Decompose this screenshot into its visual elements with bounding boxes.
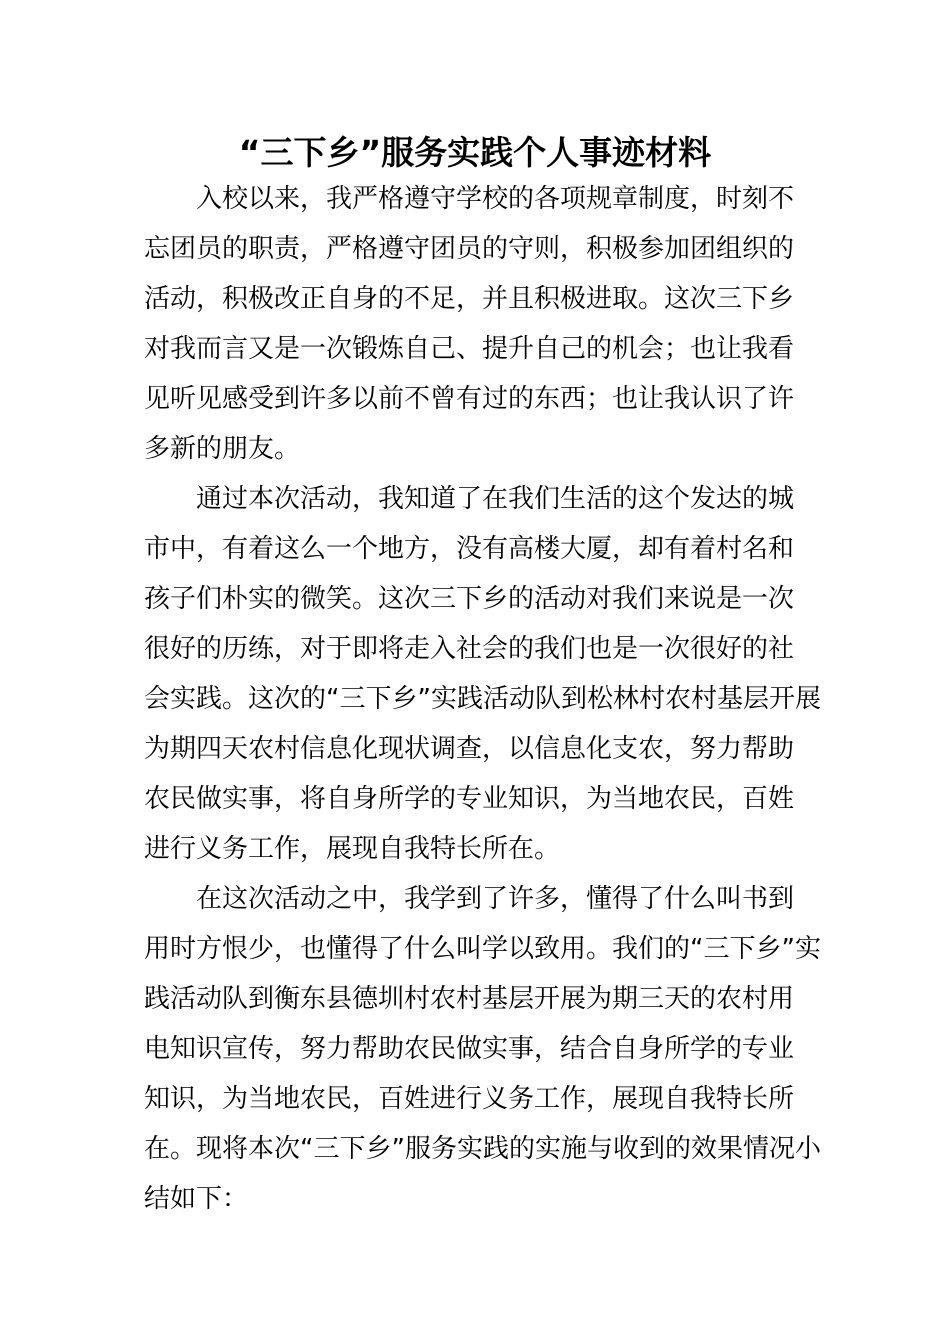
paragraph-line: 在这次活动之中，我学到了许多，懂得了什么叫书到	[196, 884, 795, 914]
paragraph-line: 农民做实事，将自身所学的专业知识，为当地农民，百姓	[144, 784, 795, 814]
paragraph-line: 对我而言又是一次锻炼自己、提升自己的机会；也让我看	[144, 334, 795, 364]
paragraph-line: 见听见感受到许多以前不曾有过的东西；也让我认识了许	[144, 384, 795, 414]
paragraph-line: 电知识宣传，努力帮助农民做实事，结合自身所学的专业	[144, 1034, 795, 1064]
paragraph-line: 活动，积极改正自身的不足，并且积极进取。这次三下乡	[144, 284, 795, 314]
paragraph-line: 很好的历练，对于即将走入社会的我们也是一次很好的社	[144, 634, 795, 664]
document-title: “三下乡”服务实践个人事迹材料	[238, 133, 712, 172]
paragraph-line: 在。现将本次“三下乡”服务实践的实施与收到的效果情况小	[144, 1134, 821, 1164]
paragraph-1	[144, 174, 808, 474]
paragraph-line: 通过本次活动，我知道了在我们生活的这个发达的城	[196, 484, 795, 514]
paragraph-line: 孩子们朴实的微笑。这次三下乡的活动对我们来说是一次	[144, 584, 795, 614]
paragraph-3	[144, 874, 821, 1224]
paragraph-2	[144, 474, 821, 874]
paragraph-line: 会实践。这次的“三下乡”实践活动队到松林村农村基层开展	[144, 684, 821, 714]
paragraph-line: 入校以来，我严格遵守学校的各项规章制度，时刻不	[196, 184, 795, 214]
paragraph-line: 践活动队到衡东县德圳村农村基层开展为期三天的农村用	[144, 984, 795, 1014]
document-body	[144, 174, 821, 1224]
paragraph-line: 用时方恨少，也懂得了什么叫学以致用。我们的“三下乡”实	[144, 934, 821, 964]
paragraph-line: 忘团员的职责，严格遵守团员的守则，积极参加团组织的	[144, 234, 795, 264]
paragraph-line: 多新的朋友。	[144, 434, 301, 464]
paragraph-line: 市中，有着这么一个地方，没有高楼大厦，却有着村名和	[144, 534, 795, 564]
paragraph-line: 为期四天农村信息化现状调查，以信息化支农，努力帮助	[144, 734, 795, 764]
paragraph-line: 知识，为当地农民，百姓进行义务工作，展现自我特长所	[144, 1084, 795, 1114]
paragraph-line: 进行义务工作，展现自我特长所在。	[144, 834, 561, 864]
paragraph-line: 结如下：	[144, 1184, 249, 1214]
